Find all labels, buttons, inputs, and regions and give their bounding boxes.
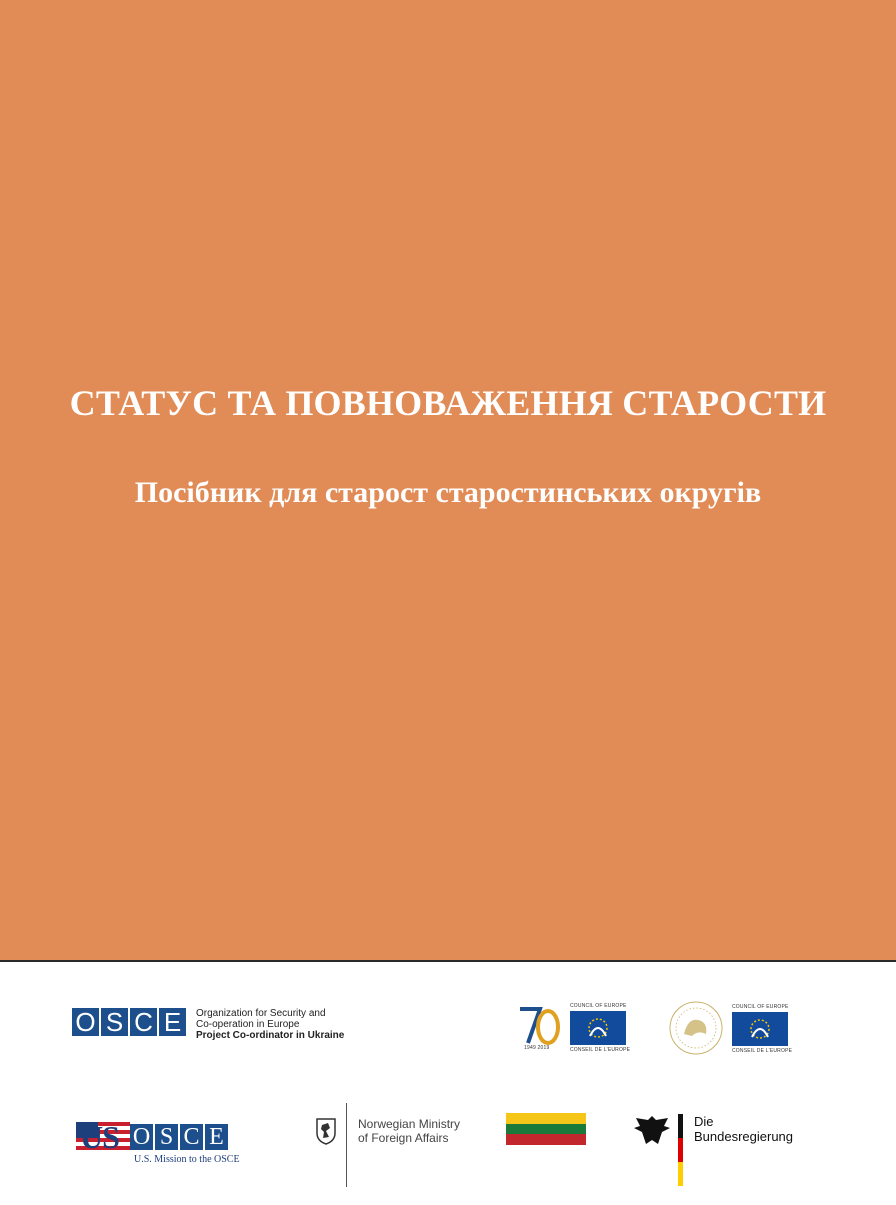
seventy-anniversary-mark	[518, 1003, 562, 1051]
osce-letter: E	[159, 1008, 186, 1036]
coe-70-logo	[518, 1003, 630, 1055]
congress-seal-icon	[668, 1000, 724, 1056]
cover-divider	[0, 960, 896, 962]
usosce-letter: O	[130, 1124, 153, 1150]
osce-letter: C	[130, 1008, 157, 1036]
osce-name: Organization for Security and Co-operation in Europe Project Co-ordinator in Ukraine	[196, 1008, 345, 1041]
norway-divider	[346, 1103, 347, 1187]
congress-bottom-caption: CONSEIL DE L'EUROPE	[732, 1048, 793, 1054]
usosce-caption: U.S. Mission to the OSCE	[134, 1154, 240, 1165]
usosce-letter: S	[155, 1124, 178, 1150]
norway-mfa-logo	[314, 1103, 484, 1189]
congress-logo	[668, 1000, 793, 1058]
norway-lion-icon	[314, 1117, 338, 1145]
coe-flag-icon	[732, 1012, 788, 1046]
congress-top-caption: COUNCIL OF EUROPE	[732, 1004, 789, 1010]
bundesregierung-name: Die Bundesregierung	[694, 1114, 794, 1144]
norway-name: Norwegian Ministry of Foreign Affairs	[358, 1117, 461, 1145]
coe-top-caption: COUNCIL OF EUROPE	[570, 1003, 627, 1009]
coe-flag-icon	[570, 1011, 626, 1045]
german-eagle-icon	[632, 1114, 672, 1148]
usosce-letter: E	[205, 1124, 228, 1150]
osce-letter: S	[101, 1008, 128, 1036]
usosce-logo	[72, 1119, 262, 1168]
osce-letter: O	[72, 1008, 99, 1036]
osce-logo	[72, 1008, 372, 1040]
document-subtitle: Посібник для старост старостинських округів	[134, 476, 762, 509]
usosce-letter: C	[180, 1124, 203, 1150]
coe-70-years: 1949 2019	[524, 1045, 550, 1051]
usosce-prefix: US	[80, 1119, 119, 1155]
lithuania-flag-icon	[506, 1113, 586, 1145]
document-title: СТАТУС ТА ПОВНОВАЖЕННЯ СТАРОСТИ	[69, 383, 827, 423]
bundesregierung-logo	[632, 1114, 822, 1188]
german-flag-bar	[678, 1114, 683, 1186]
coe-bottom-caption: CONSEIL DE L'EUROPE	[570, 1047, 631, 1053]
